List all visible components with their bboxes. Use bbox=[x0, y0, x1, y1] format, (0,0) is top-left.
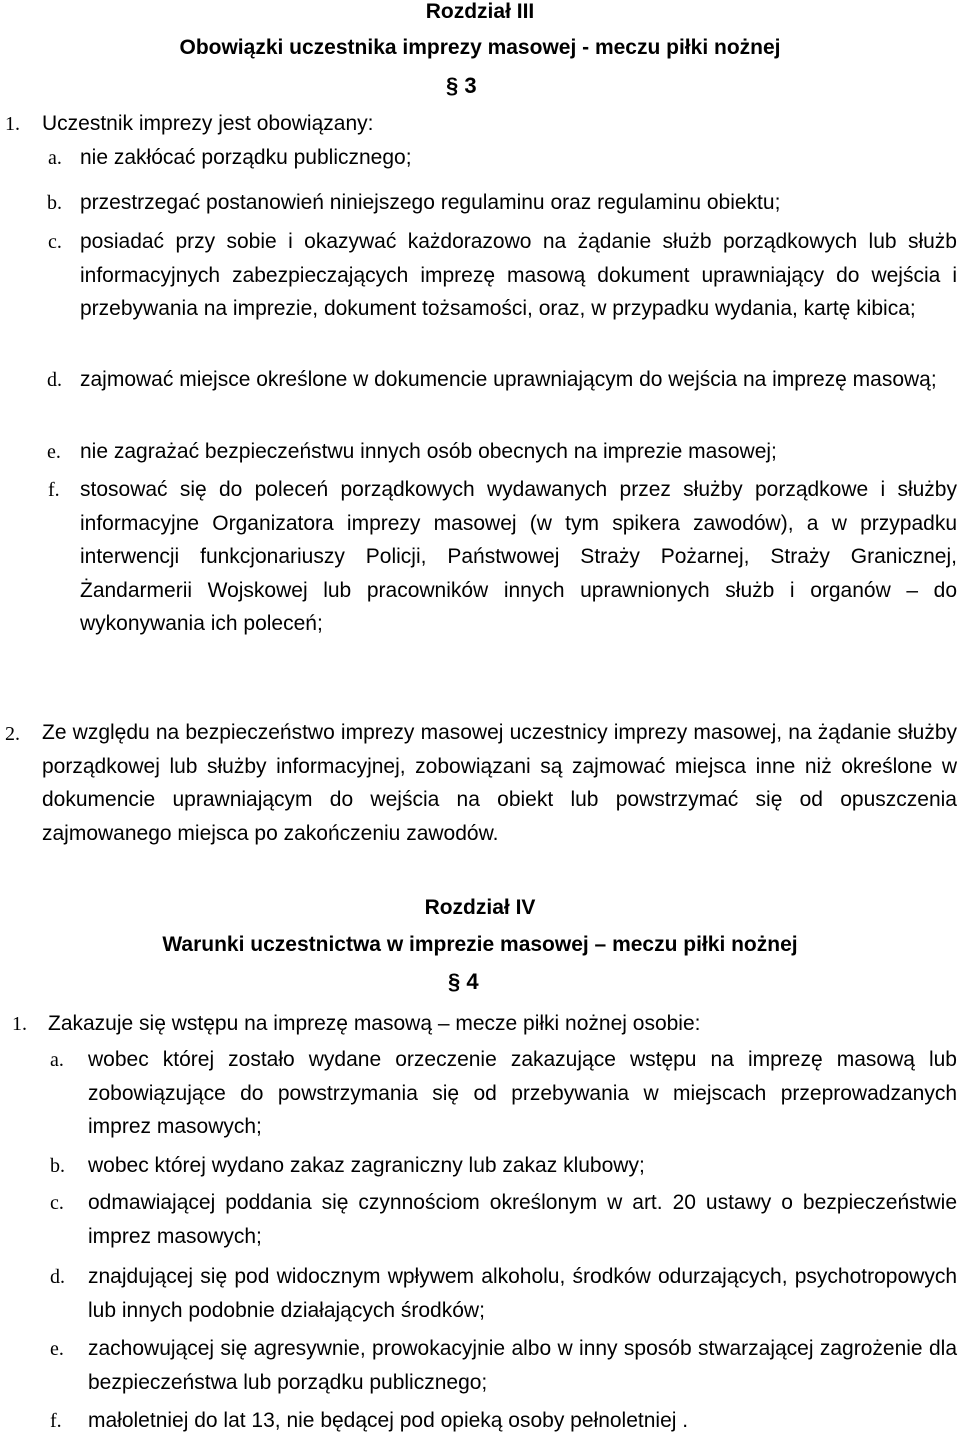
item-1b-text: przestrzegać postanowień niniejszego regulaminu oraz regulaminu obiektu; bbox=[80, 191, 781, 214]
section-4-sign: § 4 bbox=[448, 969, 479, 994]
item-1f-marker: f. bbox=[48, 479, 60, 501]
chapter-3-subtitle: Obowiązki uczestnika imprezy masowej - meczu piłki nożnej bbox=[179, 36, 781, 59]
item-2-marker: 2. bbox=[5, 723, 20, 745]
item-1-text: Uczestnik imprezy jest obowiązany: bbox=[42, 112, 374, 135]
chapter-4-subtitle: Warunki uczestnictwa w imprezie masowej – meczu piłki nożnej bbox=[162, 933, 798, 956]
chapter-3-title: Rozdział III bbox=[425, 0, 535, 23]
item-2-text: Ze względu na bezpieczeństwo imprezy masowej uczestnicy imprezy masowej, na żądanie służby porządkowej lub służby informacyjnej, zobowiązani są zajmować miejsca inne niż określone w dokumencie uprawniającym do wejścia na obiekt lub powstrzymać się od opuszczenia zajmowanego miejsca po zakończeniu zawodów. bbox=[42, 721, 957, 845]
item-1c-marker: c. bbox=[48, 231, 62, 253]
item-1d-marker: d. bbox=[47, 369, 62, 391]
section-3-sign: § 3 bbox=[446, 73, 477, 98]
item-4-1b-marker: b. bbox=[50, 1155, 65, 1177]
item-4-1d-text: znajdującej się pod widocznym wpływem alkoholu, środków odurzających, psychotropowych lub innych podobnie działających środków; bbox=[88, 1265, 957, 1322]
item-4-1c-marker: c. bbox=[50, 1192, 64, 1214]
item-4-1d-marker: d. bbox=[50, 1266, 65, 1288]
item-1f-text: stosować się do poleceń porządkowych wydawanych przez służby porządkowe i służby informacyjne Organizatora imprezy masowej (w tym spikera zawodów), a w przypadku interwencji funkcjonariuszy Policji, Państwowej Straży Pożarnej, Straży Granicznej, Żandarmerii Wojskowej lub pracowników innych uprawnionych służb i organów – do wykonywania ich poleceń; bbox=[80, 478, 957, 635]
item-4-1a-marker: a. bbox=[50, 1049, 64, 1071]
item-4-1f-text: małoletniej do lat 13, nie będącej pod opieką osoby pełnoletniej . bbox=[88, 1409, 689, 1432]
item-1b-marker: b. bbox=[47, 192, 62, 214]
item-4-1b-text: wobec której wydano zakaz zagraniczny lub zakaz klubowy; bbox=[88, 1154, 645, 1177]
item-1c-text: posiadać przy sobie i okazywać każdorazowo na żądanie służb porządkowych lub służb informacyjnych zabezpieczających imprezę masową dokument uprawniający do wejścia i przebywania na imprezie, dokument tożsamości, oraz, w przypadku wydania, kartę kibica; bbox=[80, 230, 957, 320]
item-4-1c-text: odmawiającej poddania się czynnościom określonym w art. 20 ustawy o bezpieczeństwie imprez masowych; bbox=[88, 1191, 957, 1248]
item-1e-text: nie zagrażać bezpieczeństwu innych osób obecnych na imprezie masowej; bbox=[80, 440, 777, 463]
item-1d-text: zajmować miejsce określone w dokumencie uprawniającym do wejścia na imprezę masową; bbox=[80, 368, 937, 391]
item-4-1-marker: 1. bbox=[12, 1013, 27, 1035]
item-1a-marker: a. bbox=[48, 147, 62, 169]
item-4-1-text: Zakazuje się wstępu na imprezę masową – mecze piłki nożnej osobie: bbox=[48, 1012, 701, 1035]
item-1a-text: nie zakłócać porządku publicznego; bbox=[80, 146, 412, 169]
item-1-marker: 1. bbox=[5, 113, 20, 135]
item-4-1e-text: zachowującej się agresywnie, prowokacyjnie albo w inny sposób stwarzającej zagrożenie dla bezpieczeństwa lub porządku publicznego; bbox=[88, 1337, 957, 1394]
chapter-4-title: Rozdział IV bbox=[424, 896, 536, 919]
item-1e-marker: e. bbox=[47, 441, 61, 463]
item-4-1e-marker: e. bbox=[50, 1338, 64, 1360]
item-4-1f-marker: f. bbox=[50, 1410, 62, 1432]
item-4-1a-text: wobec której zostało wydane orzeczenie zakazujące wstępu na imprezę masową lub zobowiązujące do powstrzymania się od przebywania w miejscach przeprowadzanych imprez masowych; bbox=[88, 1048, 957, 1138]
